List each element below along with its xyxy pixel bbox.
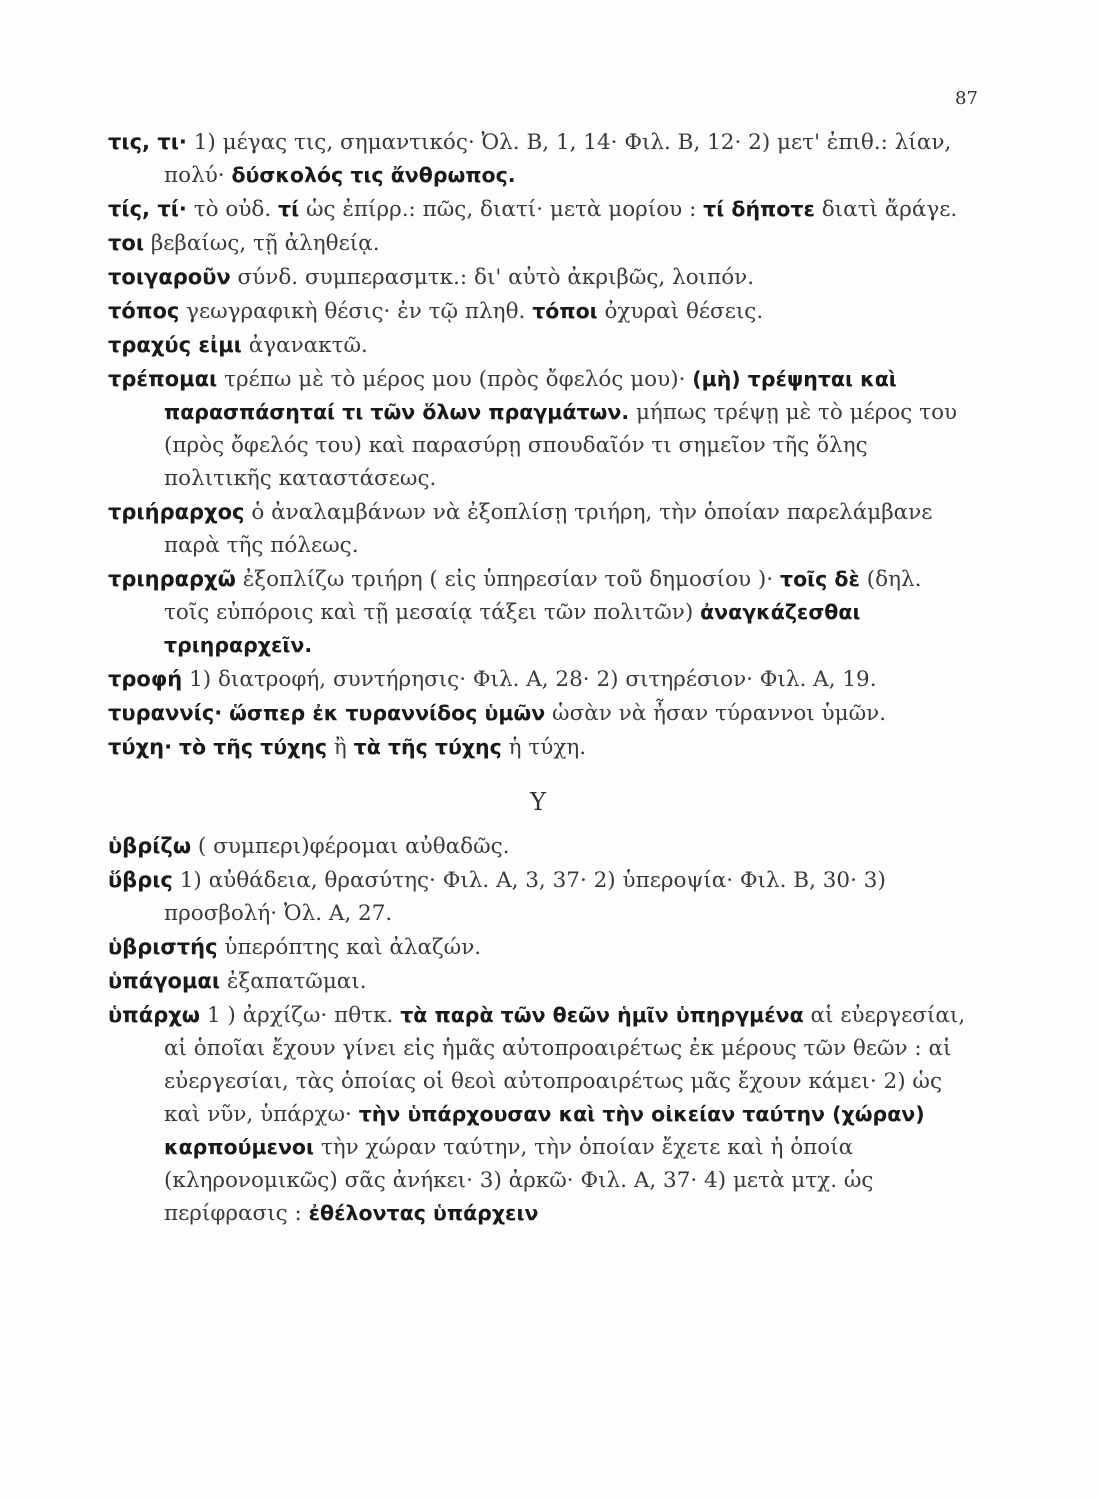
dictionary-entry: [108, 830, 968, 863]
entry-headword: τις, τι·: [108, 130, 187, 154]
entry-headword: ὕβρις: [108, 868, 173, 892]
entry-definition: ὡσὰν νὰ ἦσαν τύραννοι ὑμῶν.: [545, 701, 887, 726]
entry-definition: τὴν χώραν ταύτην, τὴν ὁποίαν ἔχετε καὶ ἡ ὁποία (κληρονομικῶς) σᾶς ἀνήκει· 3) ἀρκῶ· Φιλ. Α, 37· 4) μετὰ μτχ. ὡς περίφρασις :: [164, 1135, 874, 1226]
entry-definition: τρέπω μὲ τὸ μέρος μου (πρὸς ὄφελός μου)·: [217, 367, 693, 392]
dictionary-entry: [108, 563, 968, 662]
entry-definition: [172, 735, 179, 760]
dictionary-entry: [108, 329, 968, 362]
entry-definition: ἢ: [327, 735, 354, 760]
dictionary-entry: [108, 363, 968, 495]
entry-phrase: ἐθέλοντας ὑπάρχειν: [308, 1201, 539, 1225]
dictionary-entry: [108, 864, 968, 930]
entry-definition: (δηλ. τοῖς εὐπόροις καὶ τῇ μεσαίᾳ τάξει τῶν πολιτῶν): [164, 567, 922, 625]
dictionary-entry: [108, 295, 968, 328]
entry-definition: ὑπερόπτης καὶ ἀλαζών.: [217, 935, 482, 960]
dictionary-entry: [108, 261, 968, 294]
dictionary-entry: [108, 931, 968, 964]
entry-headword: τραχύς εἰμι: [108, 333, 242, 357]
entry-definition: σύνδ. συμπερασμτκ.: δι' αὐτὸ ἀκριβῶς, λοιπόν.: [230, 265, 755, 290]
entry-headword: ὑπάγομαι: [108, 969, 221, 993]
entry-definition: ἀγανακτῶ.: [241, 333, 368, 358]
entry-definition: 1) μέγας τις, σημαντικός· Ὀλ. Β, 1, 14· Φιλ. Β, 12· 2) μετ' ἐπιθ.: λίαν, πολύ·: [164, 130, 952, 188]
entry-definition: 1 ) ἀρχίζω· πθτκ.: [200, 1003, 401, 1028]
entry-phrase: τὰ παρὰ τῶν θεῶν ἡμῖν ὑπηργμένα: [400, 1003, 804, 1027]
entry-phrase: τὸ τῆς τύχης: [178, 735, 328, 759]
entry-phrase: ὥσπερ ἐκ τυραννίδος ὑμῶν: [229, 701, 546, 725]
entry-phrase: τί: [278, 197, 300, 221]
entry-headword: τριήραρχος: [108, 500, 245, 524]
entry-definition: ἐξαπατῶμαι.: [220, 969, 367, 994]
dictionary-entry: [108, 193, 968, 226]
entry-headword: ὑβρίζω: [108, 834, 192, 858]
entry-phrase: δύσκολός τις ἄνθρωπος.: [231, 163, 516, 187]
dictionary-entry: [108, 227, 968, 260]
dictionary-entry: [108, 663, 968, 696]
entry-definition: ἐξοπλίζω τριήρη ( εἰς ὑπηρεσίαν τοῦ δημοσίου )·: [235, 567, 780, 592]
entry-definition: ( συμπερι)φέρομαι αὐθαδῶς.: [191, 834, 510, 859]
entry-phrase: ἀναγκάζεσθαι τριηραρχεῖν.: [164, 600, 861, 657]
entry-definition: ὁ ἀναλαμβάνων νὰ ἐξοπλίσῃ τριήρη, τὴν ὁποίαν παρελάμβανε παρὰ τῆς πόλεως.: [164, 500, 933, 558]
entry-headword: τροφή: [108, 667, 183, 691]
entry-definition: γεωγραφικὴ θέσις· ἐν τῷ πληθ.: [179, 299, 533, 324]
dictionary-entry: [108, 965, 968, 998]
entry-definition: μήπως τρέψῃ μὲ τὸ μέρος του (πρὸς ὄφελός του) καὶ παρασύρῃ σπουδαῖόν τι σημεῖον τῆς ὅλης πολιτικῆς καταστάσεως.: [164, 400, 958, 491]
dictionary-entry: [108, 126, 968, 192]
entry-headword: ὑβριστής: [108, 935, 218, 959]
entry-definition: ὡς ἐπίρρ.: πῶς, διατί· μετὰ μορίου :: [299, 197, 704, 222]
dictionary-entry: [108, 496, 968, 562]
section-letter: Υ: [530, 788, 546, 816]
entry-definition: αἱ εὐεργεσίαι, αἱ ὁποῖαι ἔχουν γίνει εἰς ἡμᾶς αὐτοπροαιρέτως ἐκ μέρους τῶν θεῶν : αἱ εὐεργεσίαι, τὰς ὁποίας οἱ θεοὶ αὐτοπροαιρέτως μᾶς ἔχουν κάμει· 2) ὡς καὶ νῦν, ὑπάρχω·: [164, 1003, 966, 1127]
entry-headword: τρέπομαι: [108, 367, 218, 391]
entry-definition: ὀχυραὶ θέσεις.: [597, 299, 764, 324]
entry-headword: τριηραρχῶ: [108, 567, 236, 591]
entry-headword: τίς, τί·: [108, 197, 187, 221]
entry-definition: 1) διατροφή, συντήρησις· Φιλ. Α, 28· 2) σιτηρέσιον· Φιλ. Α, 19.: [182, 667, 877, 692]
entry-headword: τοιγαροῦν: [108, 265, 231, 289]
dictionary-entry: [108, 697, 968, 730]
entry-definition: τὸ οὐδ.: [186, 197, 279, 222]
entry-headword: τυραννίς·: [108, 701, 223, 725]
dictionary-entry: [108, 999, 968, 1230]
dictionary-entry: [108, 731, 968, 764]
entry-phrase: τοῖς δὲ: [779, 567, 860, 591]
entry-phrase: τὴν ὑπάρχουσαν καὶ τὴν οἰκείαν ταύτην (χώραν) καρπούμενοι: [164, 1102, 925, 1159]
entry-headword: τοι: [108, 231, 145, 255]
entry-headword: ὑπάρχω: [108, 1003, 201, 1027]
page-number: 87: [955, 88, 978, 109]
entry-headword: τόπος: [108, 299, 180, 323]
glossary-entries: [108, 126, 968, 1231]
entry-phrase: (μὴ) τρέψηται καὶ παρασπάσηταί τι τῶν ὅλων πραγμάτων.: [164, 367, 897, 424]
entry-headword: τύχη·: [108, 735, 173, 759]
entry-definition: βεβαίως, τῇ ἀληθείᾳ.: [144, 231, 380, 256]
entry-phrase: τί δήποτε: [703, 197, 815, 221]
entry-phrase: τόποι: [532, 299, 598, 323]
entry-definition: διατὶ ἄράγε.: [814, 197, 958, 222]
entry-definition: 1) αὐθάδεια, θρασύτης· Φιλ. Α, 3, 37· 2) ὑπεροψία· Φιλ. Β, 30· 3) προσβολή· Ὀλ. Α, 27.: [164, 868, 886, 926]
entry-definition: ἡ τύχη.: [501, 735, 587, 760]
entry-phrase: τὰ τῆς τύχης: [353, 735, 502, 759]
